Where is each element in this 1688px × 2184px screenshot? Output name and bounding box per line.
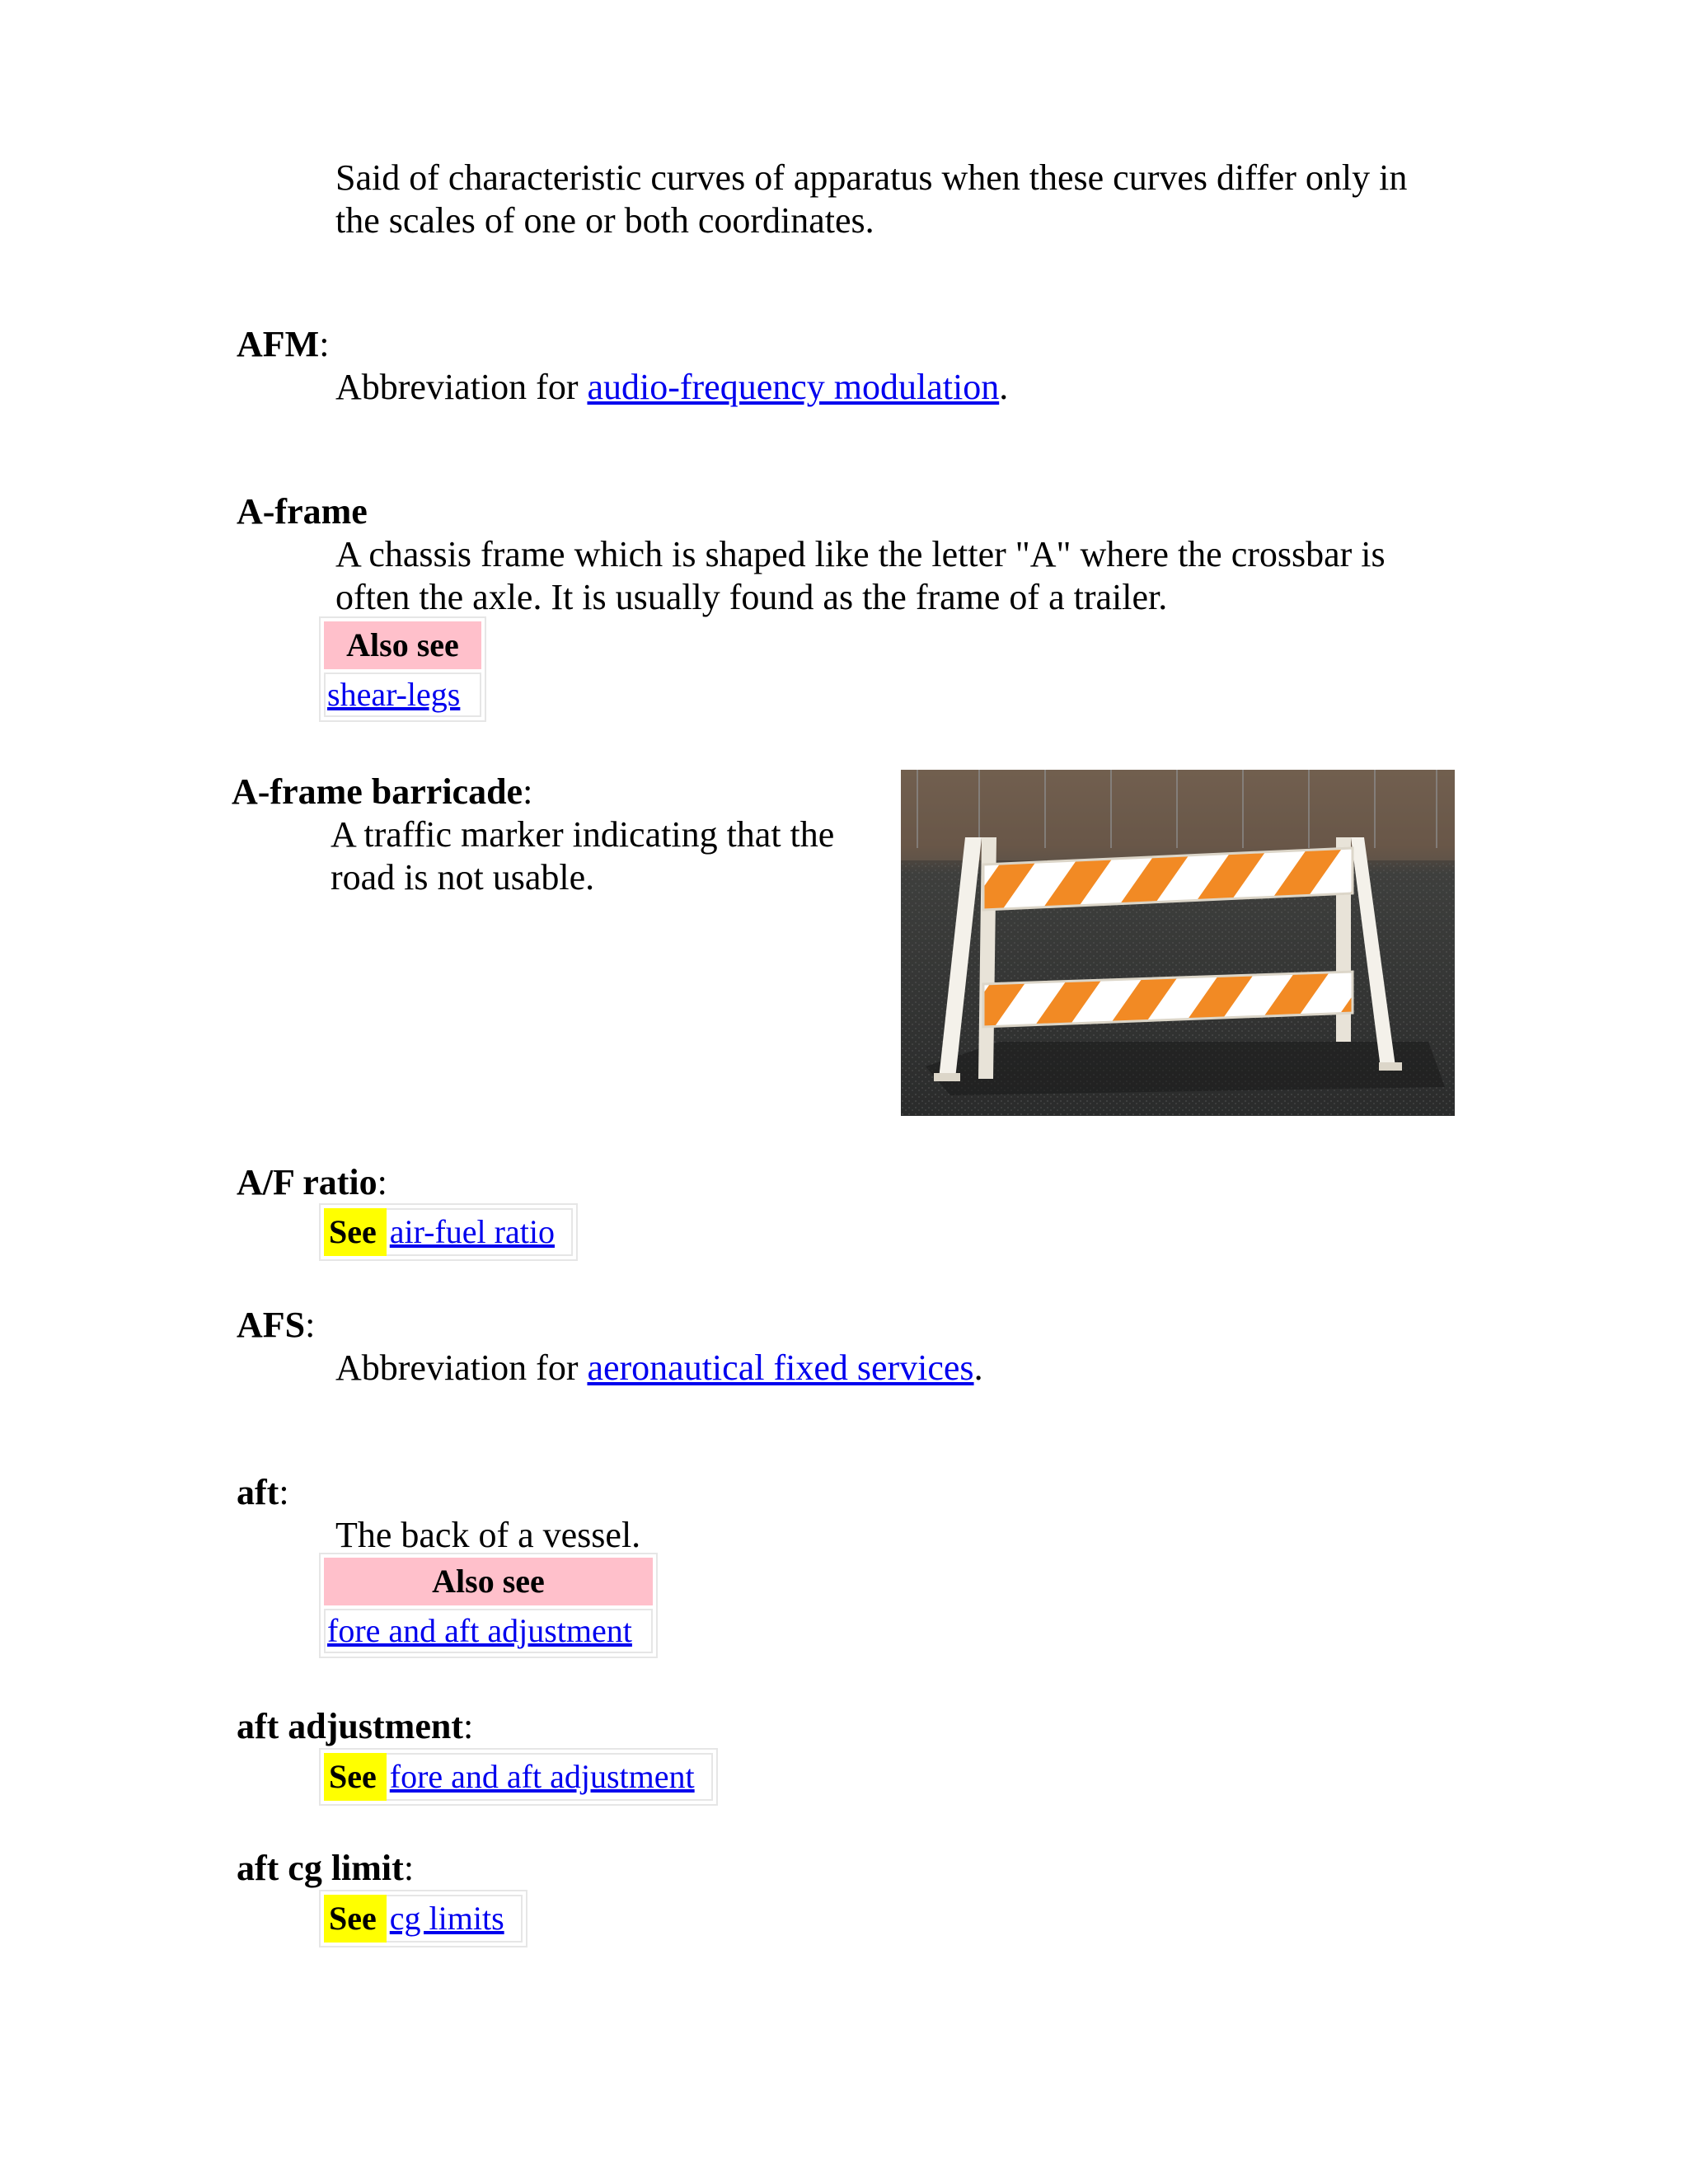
intro-line-1: Said of characteristic curves of apparatus when these curves differ only in: [335, 157, 1408, 198]
a-frame-line-2: often the axle. It is usually found as the frame of a trailer.: [335, 577, 1168, 617]
afs-def-suffix: .: [973, 1347, 983, 1388]
term-aft-cg-limit-label: aft cg limit: [237, 1848, 404, 1888]
intro-definition: [335, 157, 1407, 242]
term-colon: :: [305, 1305, 316, 1345]
link-audio-frequency-modulation[interactable]: audio-frequency modulation: [587, 367, 1000, 407]
also-see-cell: [324, 673, 481, 717]
term-afm: [237, 323, 329, 366]
barricade-image: [901, 770, 1455, 1116]
afs-def-prefix: Abbreviation for: [335, 1347, 588, 1388]
term-colon: :: [523, 771, 533, 812]
term-colon: :: [377, 1162, 387, 1202]
see-link-cell: [387, 1895, 523, 1943]
see-label: See: [324, 1895, 387, 1943]
term-afm-label: AFM: [237, 324, 320, 364]
see-link-cell: [387, 1208, 573, 1256]
afm-definition: [335, 366, 1008, 409]
term-a-frame: [237, 490, 368, 533]
term-afs-label: AFS: [237, 1305, 306, 1345]
term-colon: :: [403, 1848, 415, 1888]
see-link-cell: [387, 1753, 713, 1801]
barricade-line-1: A traffic marker indicating that the: [331, 814, 835, 855]
a-frame-barricade-definition: [331, 813, 834, 899]
term-aft-adjustment-label: aft adjustment: [237, 1706, 463, 1746]
link-shear-legs[interactable]: shear-legs: [327, 676, 461, 713]
also-see-header: Also see: [324, 621, 481, 669]
link-air-fuel-ratio[interactable]: air-fuel ratio: [389, 1213, 555, 1250]
a-frame-definition: [335, 533, 1386, 619]
link-fore-and-aft-adjustment[interactable]: fore and aft adjustment: [389, 1758, 695, 1795]
a-frame-also-see-box: [319, 616, 486, 722]
af-ratio-see-box: [319, 1203, 578, 1261]
term-af-ratio: [237, 1161, 387, 1204]
also-see-cell: [324, 1609, 653, 1653]
link-fore-and-aft-adjustment[interactable]: fore and aft adjustment: [327, 1612, 632, 1649]
also-see-header: Also see: [324, 1558, 653, 1605]
aft-adjustment-see-box: [319, 1748, 718, 1806]
term-afs: [237, 1304, 315, 1347]
term-a-frame-label: A-frame: [237, 491, 368, 532]
link-aeronautical-fixed-services[interactable]: aeronautical fixed services: [587, 1347, 974, 1388]
a-frame-line-1: A chassis frame which is shaped like the letter "A" where the crossbar is: [335, 534, 1386, 574]
term-a-frame-barricade: [232, 771, 532, 813]
term-aft-label: aft: [237, 1472, 279, 1512]
term-af-ratio-label: A/F ratio: [237, 1162, 377, 1202]
term-colon: :: [319, 324, 330, 364]
barricade-line-2: road is not usable.: [331, 857, 595, 898]
intro-line-2: the scales of one or both coordinates.: [335, 200, 874, 241]
term-aft-adjustment: [237, 1705, 473, 1748]
link-cg-limits[interactable]: cg limits: [389, 1900, 504, 1937]
afs-definition: [335, 1347, 983, 1390]
term-aft-cg-limit: [237, 1847, 414, 1890]
see-label: See: [324, 1753, 387, 1801]
see-label: See: [324, 1208, 387, 1256]
afm-def-prefix: Abbreviation for: [335, 367, 588, 407]
aft-also-see-box: [319, 1553, 658, 1658]
aft-cg-limit-see-box: [319, 1890, 528, 1947]
term-a-frame-barricade-label: A-frame barricade: [232, 771, 523, 812]
term-aft: [237, 1471, 289, 1514]
aft-definition: The back of a vessel.: [335, 1515, 641, 1555]
afm-def-suffix: .: [999, 367, 1009, 407]
term-colon: :: [462, 1706, 474, 1746]
term-colon: :: [279, 1472, 289, 1512]
